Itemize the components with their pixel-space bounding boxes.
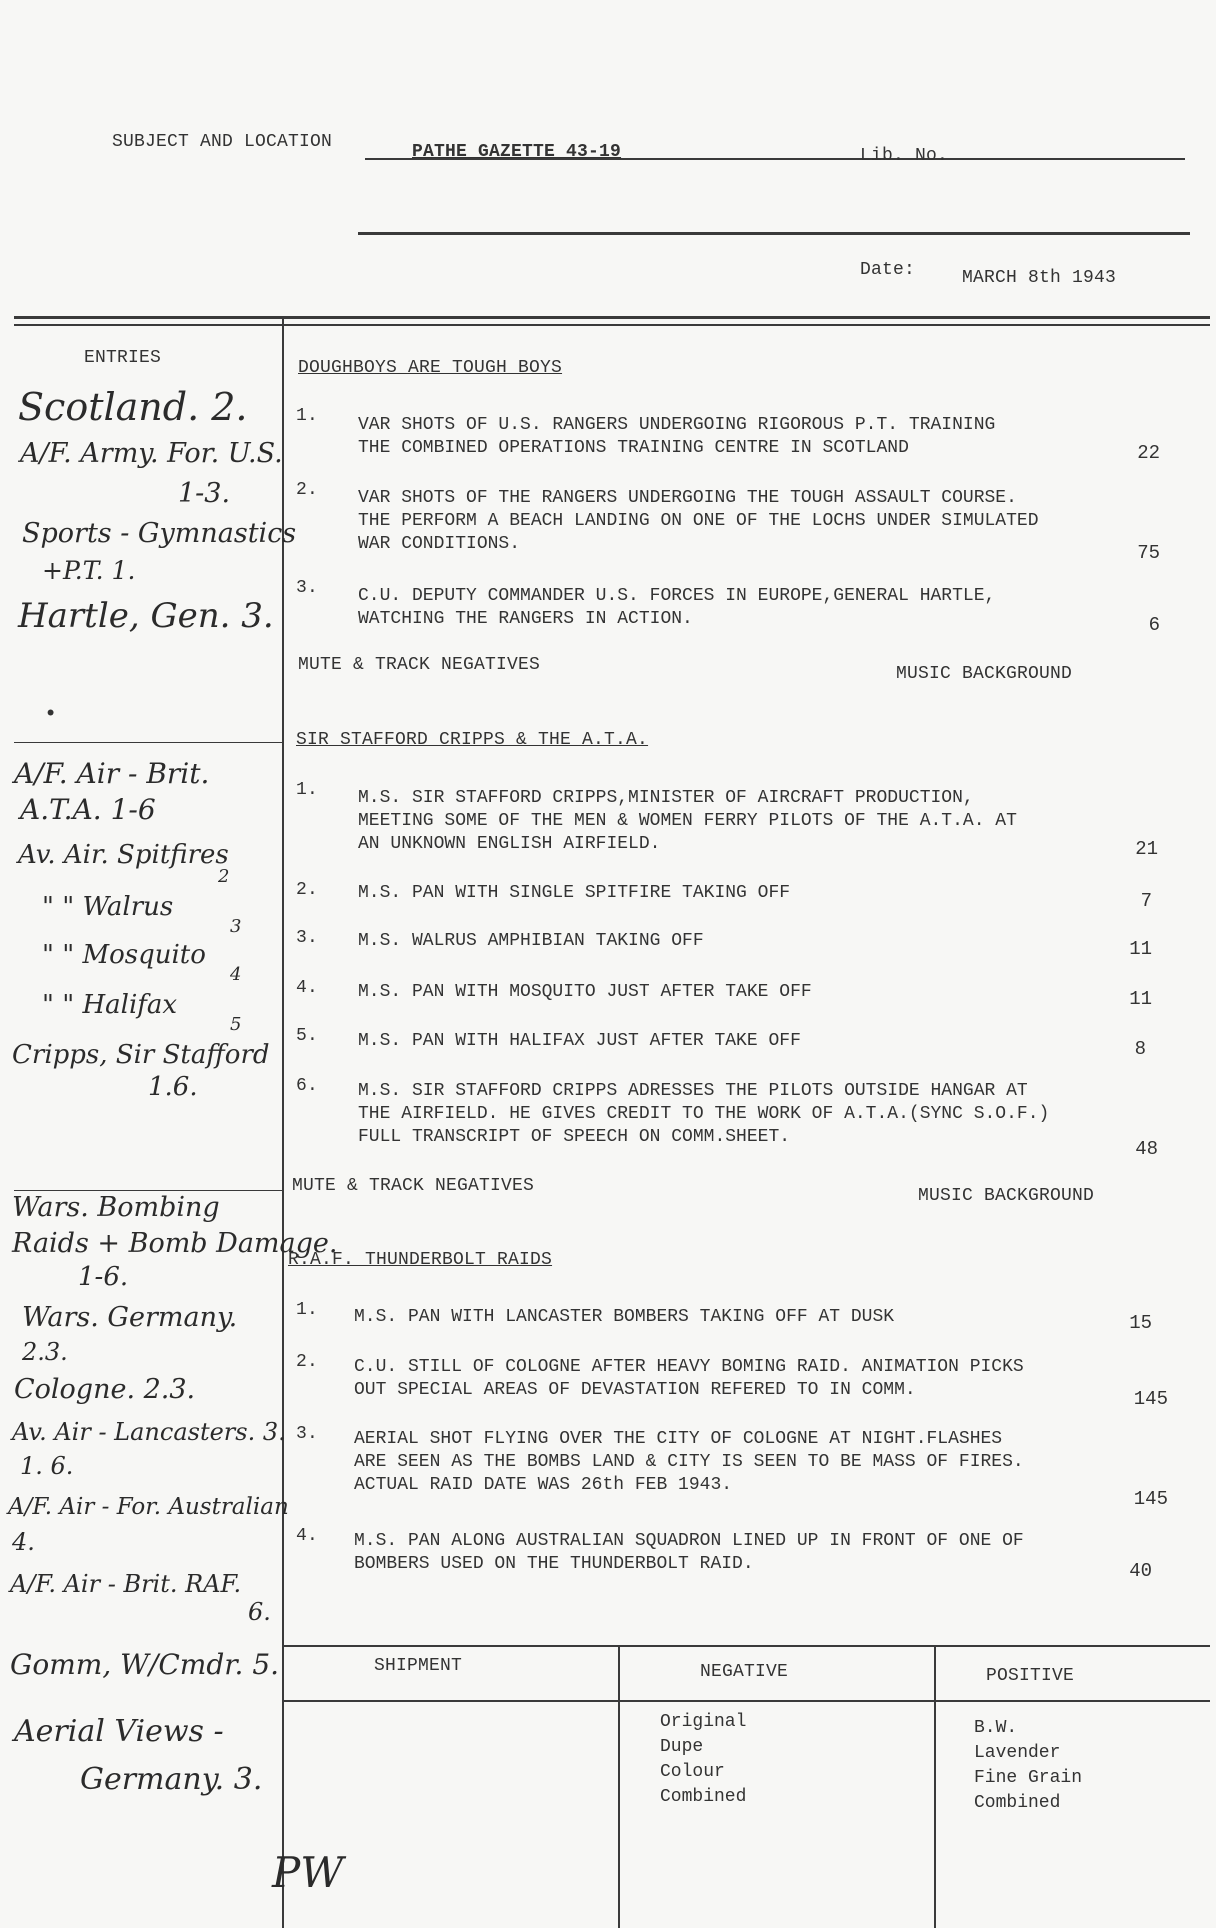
shipment-label: SHIPMENT bbox=[374, 1656, 463, 1676]
entry-handwritten: Cologne. 2.3. bbox=[14, 1374, 196, 1405]
footer-rule-top bbox=[282, 1645, 1210, 1647]
item-footage: 75 bbox=[1137, 542, 1160, 564]
item-number: 4. bbox=[296, 978, 319, 998]
entry-handwritten: Sports - Gymnastics bbox=[22, 518, 297, 549]
item-description: AERIAL SHOT FLYING OVER THE CITY OF COLOGNE AT NIGHT.FLASHES ARE SEEN AS THE BOMBS LAND & CITY IS SEEN TO BE MASS OF FIRES. ACTUAL RAID DATE WAS 26th FEB 1943. bbox=[354, 1429, 1024, 1495]
music-label: MUSIC BACKGROUND bbox=[896, 664, 1073, 684]
item-number: 2. bbox=[296, 480, 319, 500]
item-footage: 8 bbox=[1134, 1038, 1146, 1060]
entry-handwritten: Aerial Views - bbox=[14, 1714, 224, 1749]
entry-handwritten: 1-3. bbox=[178, 478, 231, 509]
section-title: SIR STAFFORD CRIPPS & THE A.T.A. bbox=[296, 730, 649, 750]
item-description: M.S. PAN WITH LANCASTER BOMBERS TAKING OFF AT DUSK bbox=[354, 1307, 895, 1327]
entry-handwritten: 4 bbox=[230, 964, 242, 985]
item-number: 6. bbox=[296, 1076, 319, 1096]
bullet-dot: • bbox=[44, 702, 58, 727]
entry-handwritten: 4. bbox=[12, 1528, 35, 1556]
subject-value: PATHE GAZETTE 43-19 bbox=[412, 142, 622, 162]
item-number: 1. bbox=[296, 780, 319, 800]
entry-handwritten: 2 bbox=[218, 866, 230, 887]
item-description: M.S. SIR STAFFORD CRIPPS ADRESSES THE PILOTS OUTSIDE HANGAR AT THE AIRFIELD. HE GIVES CREDIT TO THE WORK OF A.T.A.(SYNC S.O.F.) FULL TRANSCRIPT OF SPEECH ON COMM.SHEET. bbox=[358, 1081, 1050, 1147]
footer-rule-mid bbox=[282, 1700, 1210, 1702]
music-label: MUSIC BACKGROUND bbox=[918, 1186, 1095, 1206]
entry-handwritten: Av. Air. Spitfires bbox=[18, 840, 229, 870]
entries-rule-2 bbox=[14, 1190, 282, 1191]
entry-handwritten: +P.T. 1. bbox=[42, 556, 136, 585]
entry-handwritten: Germany. 3. bbox=[80, 1762, 263, 1797]
entry-handwritten: Av. Air - Lancasters. 3. bbox=[12, 1418, 286, 1446]
entry-handwritten: A/F. Air - For. Australian bbox=[8, 1494, 289, 1520]
entry-handwritten: A.T.A. 1-6 bbox=[20, 793, 156, 826]
entry-handwritten: A/F. Air - Brit. RAF. bbox=[10, 1570, 242, 1598]
entry-handwritten: 6. bbox=[248, 1598, 271, 1626]
entry-handwritten: Wars. Germany. bbox=[22, 1302, 238, 1333]
item-footage: 15 bbox=[1129, 1312, 1152, 1334]
entries-divider bbox=[282, 316, 284, 1928]
entry-handwritten: 1. 6. bbox=[20, 1452, 74, 1480]
blank-line bbox=[358, 232, 1190, 235]
section-title: DOUGHBOYS ARE TOUGH BOYS bbox=[298, 358, 563, 378]
positive-options: B.W. Lavender Fine Grain Combined bbox=[974, 1718, 1083, 1813]
date-label: Date: bbox=[860, 260, 916, 280]
entries-label: ENTRIES bbox=[84, 348, 162, 368]
item-footage: 145 bbox=[1133, 1388, 1168, 1410]
item-description: M.S. PAN WITH MOSQUITO JUST AFTER TAKE OFF bbox=[358, 982, 812, 1002]
header-rule-top bbox=[14, 316, 1210, 319]
lib-no-label: Lib. No. bbox=[860, 146, 949, 166]
negative-options: Original Dupe Colour Combined bbox=[660, 1712, 747, 1807]
header-rule-bottom bbox=[14, 324, 1210, 326]
subject-label: SUBJECT AND LOCATION bbox=[112, 132, 333, 152]
entry-handwritten: " " Halifax bbox=[42, 990, 178, 1020]
item-footage: 22 bbox=[1137, 442, 1160, 464]
item-footage: 7 bbox=[1140, 890, 1152, 912]
negative-label: NEGATIVE bbox=[700, 1662, 789, 1682]
section-title: R.A.F. THUNDERBOLT RAIDS bbox=[288, 1250, 553, 1270]
entry-handwritten: 1-6. bbox=[78, 1262, 129, 1292]
entry-handwritten: Wars. Bombing bbox=[12, 1192, 220, 1223]
item-description: C.U. STILL OF COLOGNE AFTER HEAVY BOMING RAID. ANIMATION PICKS OUT SPECIAL AREAS OF DEVASTATION REFERED TO IN COMM. bbox=[354, 1357, 1024, 1400]
entry-handwritten: 2.3. bbox=[22, 1338, 68, 1366]
mute-track-label: MUTE & TRACK NEGATIVES bbox=[298, 655, 541, 675]
item-number: 3. bbox=[296, 928, 319, 948]
item-footage: 40 bbox=[1129, 1560, 1152, 1582]
entry-handwritten: " " Mosquito bbox=[42, 940, 206, 970]
item-number: 1. bbox=[296, 1300, 319, 1320]
item-number: 1. bbox=[296, 406, 319, 426]
entry-handwritten: Gomm, W/Cmdr. 5. bbox=[10, 1648, 280, 1681]
item-footage: 145 bbox=[1133, 1488, 1168, 1510]
item-description: M.S. PAN WITH SINGLE SPITFIRE TAKING OFF bbox=[358, 883, 791, 903]
item-number: 5. bbox=[296, 1026, 319, 1046]
item-footage: 11 bbox=[1129, 988, 1152, 1010]
item-description: M.S. WALRUS AMPHIBIAN TAKING OFF bbox=[358, 931, 704, 951]
item-description: C.U. DEPUTY COMMANDER U.S. FORCES IN EUROPE,GENERAL HARTLE, WATCHING THE RANGERS IN ACTION. bbox=[358, 586, 996, 629]
item-footage: 21 bbox=[1135, 838, 1158, 860]
item-number: 4. bbox=[296, 1526, 319, 1546]
entry-handwritten: A/F. Army. For. U.S. bbox=[20, 438, 283, 469]
entry-handwritten: Cripps, Sir Stafford bbox=[12, 1040, 270, 1070]
footer-divider-1 bbox=[618, 1645, 620, 1928]
item-description: M.S. SIR STAFFORD CRIPPS,MINISTER OF AIRCRAFT PRODUCTION, MEETING SOME OF THE MEN & WOMEN FERRY PILOTS OF THE A.T.A. AT AN UNKNOWN ENGLISH AIRFIELD. bbox=[358, 788, 1017, 854]
item-description: M.S. PAN WITH HALIFAX JUST AFTER TAKE OFF bbox=[358, 1031, 801, 1051]
item-description: VAR SHOTS OF THE RANGERS UNDERGOING THE TOUGH ASSAULT COURSE. THE PERFORM A BEACH LANDING ON ONE OF THE LOCHS UNDER SIMULATED WAR CONDITIONS. bbox=[358, 488, 1039, 554]
positive-label: POSITIVE bbox=[986, 1666, 1075, 1686]
entry-handwritten: 3 bbox=[230, 916, 242, 937]
item-number: 3. bbox=[296, 578, 319, 598]
mute-track-label: MUTE & TRACK NEGATIVES bbox=[292, 1176, 535, 1196]
entry-handwritten: A/F. Air - Brit. bbox=[14, 757, 210, 790]
entry-handwritten: Scotland. 2. bbox=[18, 385, 248, 429]
footer-divider-2 bbox=[934, 1645, 936, 1928]
entry-handwritten: " " Walrus bbox=[42, 892, 174, 922]
date-value: MARCH 8th 1943 bbox=[962, 268, 1117, 288]
item-footage: 6 bbox=[1148, 614, 1160, 636]
item-footage: 48 bbox=[1135, 1138, 1158, 1160]
item-description: M.S. PAN ALONG AUSTRALIAN SQUADRON LINED UP IN FRONT OF ONE OF BOMBERS USED ON THE THUNDERBOLT RAID. bbox=[354, 1531, 1024, 1574]
entry-handwritten: 1.6. bbox=[148, 1072, 198, 1102]
entry-handwritten: 5 bbox=[230, 1014, 242, 1035]
item-footage: 11 bbox=[1129, 938, 1152, 960]
item-description: VAR SHOTS OF U.S. RANGERS UNDERGOING RIGOROUS P.T. TRAINING THE COMBINED OPERATIONS TRAINING CENTRE IN SCOTLAND bbox=[358, 415, 996, 458]
signature-initials: PW bbox=[272, 1848, 344, 1897]
item-number: 2. bbox=[296, 1352, 319, 1372]
entries-rule-1 bbox=[14, 742, 282, 743]
entry-handwritten: Hartle, Gen. 3. bbox=[18, 596, 274, 636]
item-number: 2. bbox=[296, 880, 319, 900]
item-number: 3. bbox=[296, 1424, 319, 1444]
entry-handwritten: Raids + Bomb Damage. bbox=[12, 1228, 338, 1259]
